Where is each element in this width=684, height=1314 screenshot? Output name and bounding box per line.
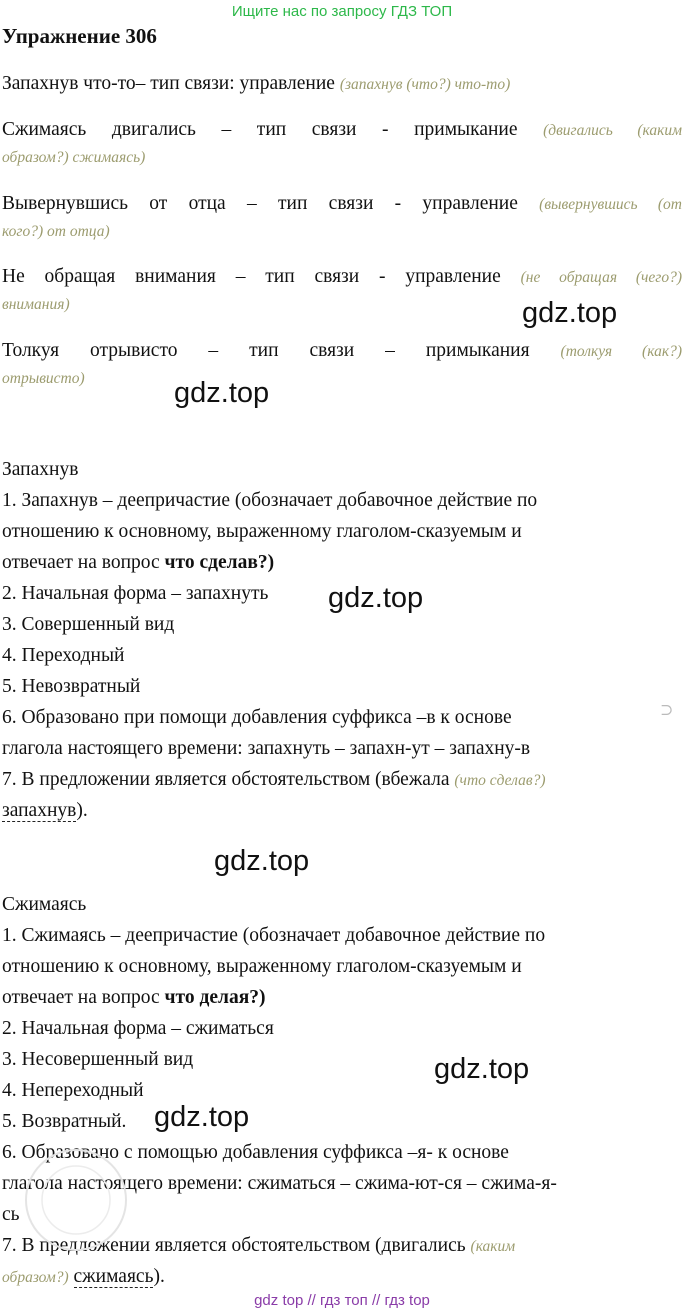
section-2-line [2, 987, 266, 1009]
footer-links [0, 1292, 684, 1309]
pair-5 [2, 340, 682, 362]
watermark: gdz.top [434, 1053, 530, 1085]
role-text: 7. В предложении является обстоятельством (двигались [2, 1235, 471, 1256]
pair-5-note: (толкуя (как?) [560, 343, 682, 360]
watermark: gdz.top [328, 582, 424, 614]
section-1-line: 3. Совершенный вид [2, 614, 175, 635]
pair-1-note: (запахнув (что?) что-то) [339, 76, 511, 93]
role-note: (что сделав?) [454, 772, 546, 789]
question-bold: что делая?) [164, 987, 266, 1008]
section-1-line: 4. Переходный [2, 645, 125, 666]
question-bold: что сделав?) [164, 552, 275, 573]
faint-stamp-icon [6, 1140, 146, 1260]
pair-4-note-cont: внимания) [2, 296, 70, 313]
underlined-word: запахнув [2, 800, 77, 821]
role-text: 7. В предложении является обстоятельством (вбежала [2, 769, 455, 790]
role-note: образом?) [2, 1269, 69, 1286]
underlined-word: сжимаясь [73, 1266, 154, 1287]
line-end: ). [76, 800, 88, 821]
section-2-heading: Сжимаясь [2, 894, 87, 915]
question-label: отвечает на вопрос [2, 552, 165, 573]
section-2-line: отношению к основному, выраженному глаголом-сказуемым и [2, 956, 522, 977]
question-label: отвечает на вопрос [2, 987, 165, 1008]
section-2-line: глагола настоящего времени: сжиматься – сжима-ют-ся – сжима-я- [2, 1173, 557, 1194]
pair-2 [2, 119, 682, 141]
pair-3-text: Вывернувшись от отца – тип связи - управление [2, 193, 540, 214]
footer-link[interactable]: gdz top [254, 1292, 304, 1309]
section-1-line: глагола настоящего времени: запахнуть – запахн-ут – запахну-в [2, 738, 531, 759]
watermark: gdz.top [174, 377, 270, 409]
section-1-line [2, 769, 546, 791]
section-2-line: сь [2, 1204, 20, 1225]
exercise-title: Упражнение 306 [2, 24, 157, 48]
pair-5-note-cont: отрывисто) [2, 370, 85, 387]
pair-3-note: (вывернувшись (от [539, 196, 682, 213]
section-1-line: отношению к основному, выраженному глаголом-сказуемым и [2, 521, 522, 542]
pair-4-note: (не обращая (чего?) [520, 269, 682, 286]
pair-1 [2, 73, 510, 95]
pair-2-note-cont: образом?) сжимаясь) [2, 149, 146, 166]
pair-2-text: Сжимаясь двигались – тип связи - примыкание [2, 119, 544, 140]
header-search-link[interactable]: Ищите нас по запросу ГДЗ ТОП [231, 3, 453, 20]
pair-4-text: Не обращая внимания – тип связи - управление [2, 266, 521, 287]
section-2-line: 4. Непереходный [2, 1080, 144, 1101]
pair-2-note: (двигались (каким [543, 122, 683, 139]
section-1-line: 1. Запахнув – деепричастие (обозначает добавочное действие по [2, 490, 538, 511]
pair-3 [2, 193, 682, 215]
pair-1-text: Запахнув что-то– тип связи: управление [2, 73, 340, 94]
footer-separator: // [371, 1292, 381, 1309]
section-1-line: 6. Образовано при помощи добавления суффикса –в к основе [2, 707, 512, 728]
section-1-line [2, 552, 274, 574]
watermark: gdz.top [522, 297, 618, 329]
scan-mark-icon: ⊃ [660, 702, 674, 719]
footer-link[interactable]: гдз топ [320, 1292, 368, 1309]
section-1-line: 5. Невозвратный [2, 676, 141, 697]
section-1-heading: Запахнув [2, 459, 79, 480]
pair-5-text: Толкуя отрывисто – тип связи – примыкания [2, 340, 561, 361]
section-1-line [2, 800, 88, 822]
footer-separator: // [307, 1292, 316, 1309]
line-end: ). [153, 1266, 165, 1287]
pair-3-note-cont: кого?) от отца) [2, 223, 110, 240]
watermark: gdz.top [154, 1101, 250, 1133]
role-note: (каким [470, 1238, 516, 1255]
section-2-line: 2. Начальная форма – сжиматься [2, 1018, 274, 1039]
section-2-line: 5. Возвратный. [2, 1111, 127, 1132]
section-2-line: 1. Сжимаясь – деепричастие (обозначает добавочное действие по [2, 925, 546, 946]
footer-link[interactable]: гдз top [384, 1292, 430, 1309]
section-2-line: 6. Образовано с помощью добавления суффикса –я- к основе [2, 1142, 509, 1163]
section-2-line: 3. Несовершенный вид [2, 1049, 194, 1070]
watermark: gdz.top [214, 845, 310, 877]
section-1-line: 2. Начальная форма – запахнуть [2, 583, 269, 604]
pair-4 [2, 266, 682, 288]
section-2-line [2, 1266, 165, 1288]
